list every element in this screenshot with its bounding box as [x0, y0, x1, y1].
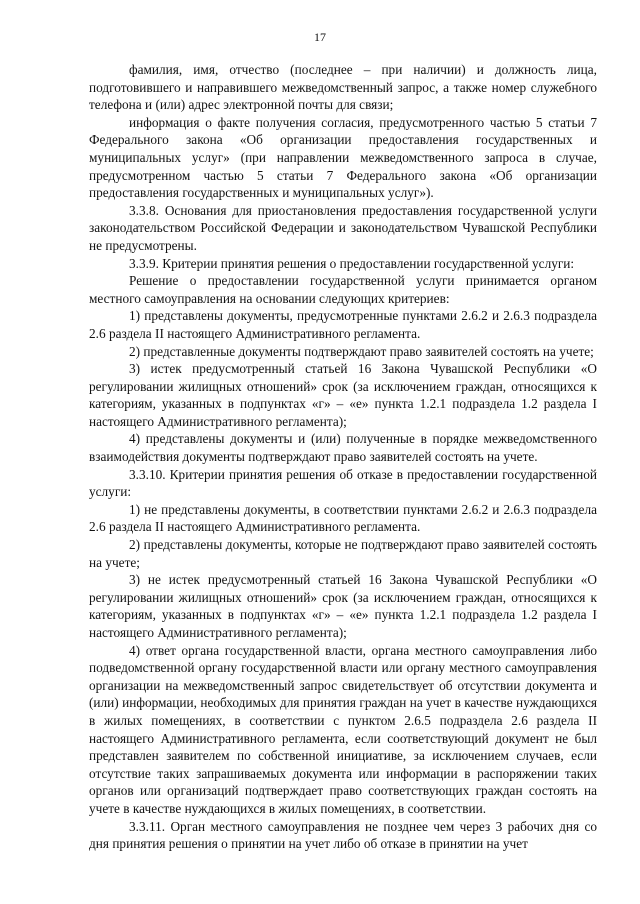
paragraph: фамилия, имя, отчество (последнее – при наличии) и должность лица, подготовившего и направившего межведомственный запрос, а также номер служебного телефона и (или) адрес электронной почты для связи;	[89, 62, 597, 113]
document-body	[89, 61, 597, 853]
paragraph: 3.3.11. Орган местного самоуправления не позднее чем через 3 рабочих дня со дня принятия решения о принятии на учет либо об отказе в принятии на учет	[89, 818, 597, 852]
paragraph: 1) представлены документы, предусмотренные пунктами 2.6.2 и 2.6.3 подраздела 2.6 раздела II настоящего Административного регламента.	[89, 308, 597, 341]
paragraph: 4) представлены документы и (или) полученные в порядке межведомственного взаимодействия документы подтверждают право заявителей состоять на учете.	[89, 431, 597, 465]
paragraph: 3.3.9. Критерии принятия решения о предоставлении государственной услуги:	[129, 255, 575, 271]
paragraph: 2) представлены документы, которые не подтверждают право заявителей состоять на учете;	[89, 537, 597, 570]
paragraph: 4) ответ органа государственной власти, органа местного самоуправления либо подведомственной органу государственной власти или органу местного самоуправления организации на межведомственный запрос свидетельствует об отсутствии документа и (или) информации, необходимых для принятия граждан на учет в качестве нуждающихся в жилых помещениях, в соответствии с пунктом 2.6.5 подраздела 2.6 раздела II настоящего Административного регламента, если соответствующий документ не был представлен заявителем по собственной инициативе, за исключением случаев, если отсутствие таких запрашиваемых документа или информации в распоряжении таких органов или организаций подтверждает право соответствующих граждан состоять на учете в качестве нуждающихся в жилых помещениях, в соответствии.	[89, 642, 597, 816]
paragraph: 3.3.8. Основания для приостановления предоставления государственной услуги законодательством Российской Федерации и законодательством Чувашской Республики не предусмотрены.	[89, 202, 597, 253]
paragraph: информация о факте получения согласия, предусмотренного частью 5 статьи 7 Федерального закона «Об организации предоставления государственных и муниципальных услуг» (при направлении межведомственного запроса в случае, предусмотренном частью 5 статьи 7 Федерального закона «Об организации предоставления государственных и муниципальных услуг»).	[89, 114, 597, 201]
paragraph: 3) истек предусмотренный статьей 16 Закона Чувашской Республики «О регулировании жилищных отношений» срок (за исключением граждан, относящихся к категориям, указанных в подпунктах «г» – «е» пункта 1.2.1 подраздела 1.2 раздела I настоящего Административного регламента);	[89, 361, 597, 429]
paragraph: 2) представленные документы подтверждают право заявителей состоять на учете;	[129, 343, 594, 359]
paragraph: 3) не истек предусмотренный статьей 16 Закона Чувашской Республики «О регулировании жилищных отношений» срок (за исключением граждан, относящихся к категориям, указанных в подпунктах «г» – «е» пункта 1.2.1 подраздела 1.2 раздела I настоящего Административного регламента);	[89, 572, 597, 640]
page-number: 17	[314, 30, 326, 44]
paragraph: Решение о предоставлении государственной услуги принимается органом местного самоуправления на основании следующих критериев:	[89, 273, 597, 306]
paragraph: 1) не представлены документы, в соответствии пунктами 2.6.2 и 2.6.3 подраздела 2.6 раздела II настоящего Административного регламента.	[89, 501, 597, 535]
paragraph: 3.3.10. Критерии принятия решения об отказе в предоставлении государственной услуги:	[89, 466, 597, 500]
